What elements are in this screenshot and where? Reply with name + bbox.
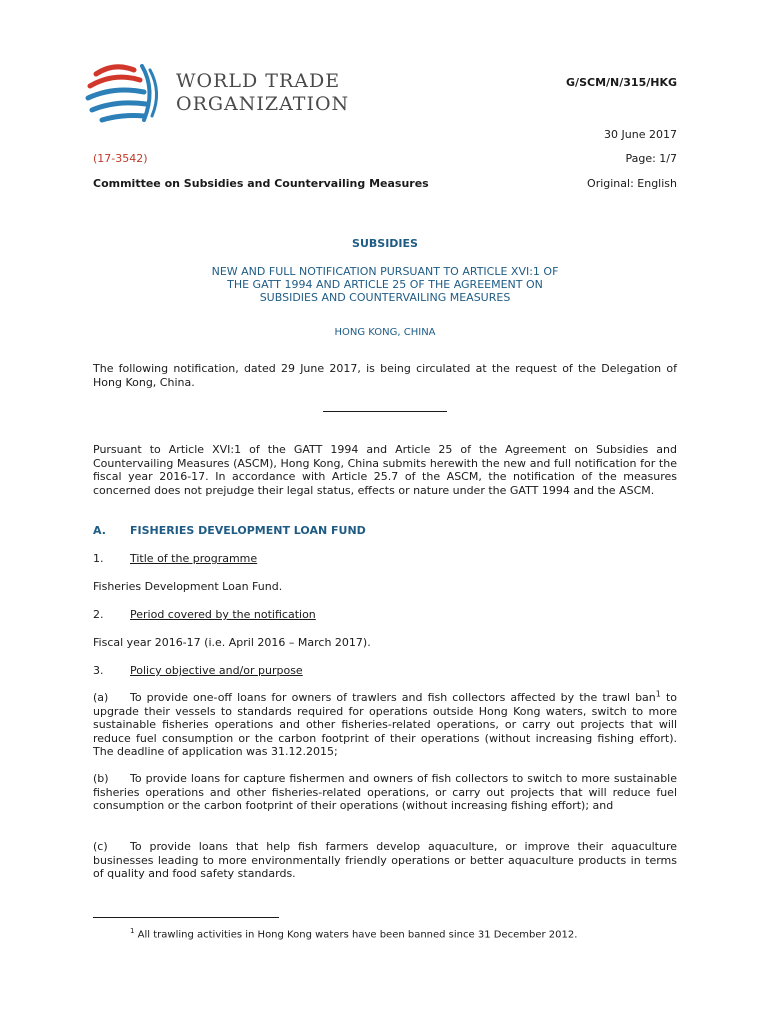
objective-a <box>93 691 677 759</box>
subtitle-line-1: NEW AND FULL NOTIFICATION PURSUANT TO ARTICLE XVI:1 OF <box>211 265 559 278</box>
section-title: FISHERIES DEVELOPMENT LOAN FUND <box>130 524 366 537</box>
item-text: Fiscal year 2016-17 (i.e. April 2016 – March 2017). <box>93 636 371 649</box>
wto-logo-icon <box>84 60 164 130</box>
intro-paragraph: The following notification, dated 29 June 2017, is being circulated at the request of the Delegation of Hong Kong, China. <box>93 362 677 389</box>
footnote-reference[interactable]: 1 <box>655 689 661 699</box>
item-heading: Policy objective and/or purpose <box>130 664 303 677</box>
reference-number: (17-3542) <box>93 152 148 165</box>
item-number: 1. <box>93 552 104 565</box>
item-number: 2. <box>93 608 104 621</box>
objective-c-label: (c) <box>93 840 108 853</box>
footnote-text: All trawling activities in Hong Kong waters have been banned since 31 December 2012. <box>137 929 578 941</box>
document-symbol: G/SCM/N/315/HKG <box>566 76 677 89</box>
item-heading: Period covered by the notification <box>130 608 316 621</box>
subtitle-line-2: THE GATT 1994 AND ARTICLE 25 OF THE AGREEMENT ON <box>227 278 543 291</box>
objective-a-label: (a) <box>93 691 109 704</box>
objective-b-text: To provide loans for capture fishermen and owners of fish collectors to switch to more sustainable fisheries operations and other fisheries-related operations, or carry out projects that will reduce fuel consumption or the carbon footprint of their operations (without increasing fishing effort); and <box>93 772 677 812</box>
wto-logo <box>84 60 350 130</box>
item-number: 3. <box>93 664 104 677</box>
logo-line-1: WORLD TRADE <box>176 70 341 92</box>
objective-a-text: To provide one-off loans for owners of trawlers and fish collectors affected by the trawl ban <box>130 691 656 704</box>
logo-line-2: ORGANIZATION <box>176 93 350 115</box>
footnote-number: 1 <box>130 927 135 935</box>
document-date: 30 June 2017 <box>604 128 677 141</box>
document-title: SUBSIDIES <box>352 237 418 250</box>
page-number: Page: 1/7 <box>625 152 677 165</box>
subtitle-line-3: SUBSIDIES AND COUNTERVAILING MEASURES <box>259 291 511 304</box>
separator-line <box>323 411 447 412</box>
objective-c-text: To provide loans that help fish farmers develop aquaculture, or improve their aquaculture businesses leading to more environmentally friendly operations or better aquaculture products in terms of quality and food safety standards. <box>93 840 677 880</box>
body-paragraph: Pursuant to Article XVI:1 of the GATT 1994 and Article 25 of the Agreement on Subsidies and Countervailing Measures (ASCM), Hong Kong, China submits herewith the new and full notification for the fiscal year 2016-17. In accordance with Article 25.7 of the ASCM, the notification of the measures concerned does not prejudge their legal status, effects or nature under the GATT 1994 and the ASCM. <box>93 443 677 497</box>
objective-c <box>93 840 677 881</box>
footnote-separator <box>93 917 279 918</box>
item-heading: Title of the programme <box>130 552 258 565</box>
objective-a-text-continued: to upgrade their vessels to standards required for operations outside Hong Kong waters, switch to more sustainable fisheries operations and other fisheries-related operations, or carry out projects that will reduce fuel consumption or the carbon footprint of their operations (without increasing fishing effort). The deadline of application was 31.12.2015; <box>93 691 677 758</box>
committee-name: Committee on Subsidies and Countervailing Measures <box>93 177 429 190</box>
original-language: Original: English <box>587 177 677 190</box>
item-text: Fisheries Development Loan Fund. <box>93 580 283 593</box>
section-letter: A. <box>93 524 106 537</box>
member-name: HONG KONG, CHINA <box>334 327 436 338</box>
footnote <box>130 925 577 941</box>
objective-b-label: (b) <box>93 772 109 785</box>
objective-b <box>93 772 677 813</box>
